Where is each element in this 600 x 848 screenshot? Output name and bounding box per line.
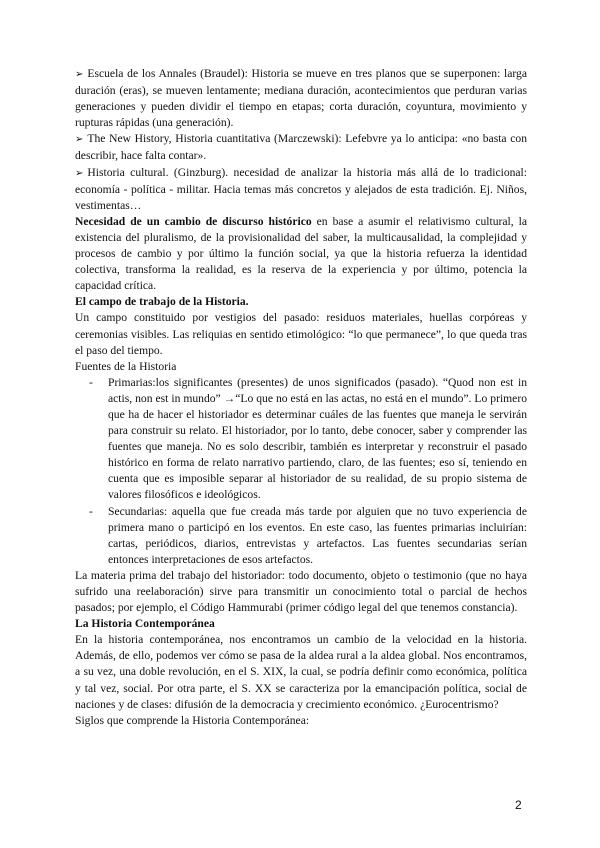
contemporary-heading: La Historia Contemporánea <box>75 617 215 631</box>
primary-sources-text: Primarias:los significantes (presentes) de unos significados (pasado). “Quod non est in actis, non est in mundo” →“Lo que no está en las actas, no está en el mundo”. Lo primero que ha de hacer el historiador es determinar cuáles de las fuentes que maneja le servirán para construir su relato. El historiador, por lo tanto, debe conocer, saber y comprender las fuentes que maneja. No es solo describir, también es interpretar y reconstruir el pasado histórico en forma de relato narrativo partiendo, claro, de las fuentes; eso sí, teniendo en cuenta que es imposible separar al historiador de su realidad, de su propio sistema de valores filosóficos e ideológicos. <box>108 375 527 502</box>
secondary-sources-text: Secundarias: aquella que fue creada más tarde por alguien que no tuvo experiencia de primera mano o participó en los eventos. En este caso, las fuentes primarias incluirían: cartas, periódicos, diarios, entrevistas y artefactos. Las fuentes secundarias serían entonces interpretaciones de esos artefactos. <box>108 504 527 566</box>
school-cultural-history-text: Historia cultural. (Ginzburg). necesidad de analizar la historia más allá de lo tradicional: economía - política - militar. Hacia temas más concretos y alejados de esta tradición. Ej. Niños, vestimentas… <box>75 165 527 212</box>
dash-bullet: - <box>89 504 93 518</box>
list-item <box>75 504 527 568</box>
field-heading: El campo de trabajo de la Historia. <box>75 295 249 309</box>
school-new-history-text: The New History, Historia cuantitativa (Marczewski): Lefebvre ya lo anticipa: «no basta con describir, hace falta contar». <box>75 132 527 163</box>
arrow-bullet-icon: ➢ <box>75 134 84 146</box>
arrow-bullet-icon: ➢ <box>75 167 84 179</box>
arrow-bullet-icon: ➢ <box>75 69 84 80</box>
sources-label: Fuentes de la Historia <box>75 359 177 373</box>
page-number: 2 <box>515 798 522 812</box>
sources-list <box>75 375 527 568</box>
field-paragraph: Un campo constituido por vestigios del pasado: residuos materiales, huellas corpóreas y ceremonias visibles. Las reliquias en sentido etimológico: “lo que permanece”, lo que queda tras el paso del tiempo. <box>75 311 527 357</box>
school-cultural-history <box>75 165 527 214</box>
document-body <box>75 66 527 729</box>
centuries-line: Siglos que comprende la Historia Contemporánea: <box>75 713 310 727</box>
school-annales <box>75 66 527 131</box>
school-new-history <box>75 131 527 164</box>
discourse-text: en base a asumir el relativismo cultural, la existencia del pluralismo, de la provisionalidad del saber, la multicausalidad, la complejidad y procesos de cambio y por último la función social, ya que la historia refuerza la identidad colectiva, transforma la realidad, es la reserva de la experiencia y por último, potencia la capacidad crítica. <box>75 214 527 293</box>
raw-material-paragraph: La materia prima del trabajo del historiador: todo documento, objeto o testimonio (que no haya sufrido una reelaboración) sirve para transmitir un conocimiento total o parcial de hechos pasados; por ejemplo, el Código Hammurabi (primer código legal del que tenemos constancia). <box>75 568 527 615</box>
discourse-lead: Necesidad de un cambio de discurso histórico <box>75 214 312 228</box>
dash-bullet: - <box>89 375 93 389</box>
list-item <box>75 375 527 504</box>
school-annales-text: Escuela de los Annales (Braudel): Historia se mueve en tres planos que se superponen: larga duración (eras), se mueven lentamente; mediana duración, acontecimientos que perduran varias generaciones y pueden dividir el tiempo en etapas; corta duración, coyuntura, movimiento y rupturas rápidas (una generación). <box>75 67 527 130</box>
contemporary-paragraph: En la historia contemporánea, nos encontramos un cambio de la velocidad en la historia. Además, de ello, podemos ver cómo se pasa de la aldea rural a la aldea global. Nos encontramos, a su vez, una doble revolución, en el S. XIX, la cual, se podría definir como económica, política y tal vez, social. Por otra parte, el S. XX se caracteriza por la emancipación política, social de naciones y de clases: difusión de la democracia y crecimiento económico. ¿Eurocentrismo? <box>75 633 527 711</box>
discourse-paragraph <box>75 214 527 294</box>
